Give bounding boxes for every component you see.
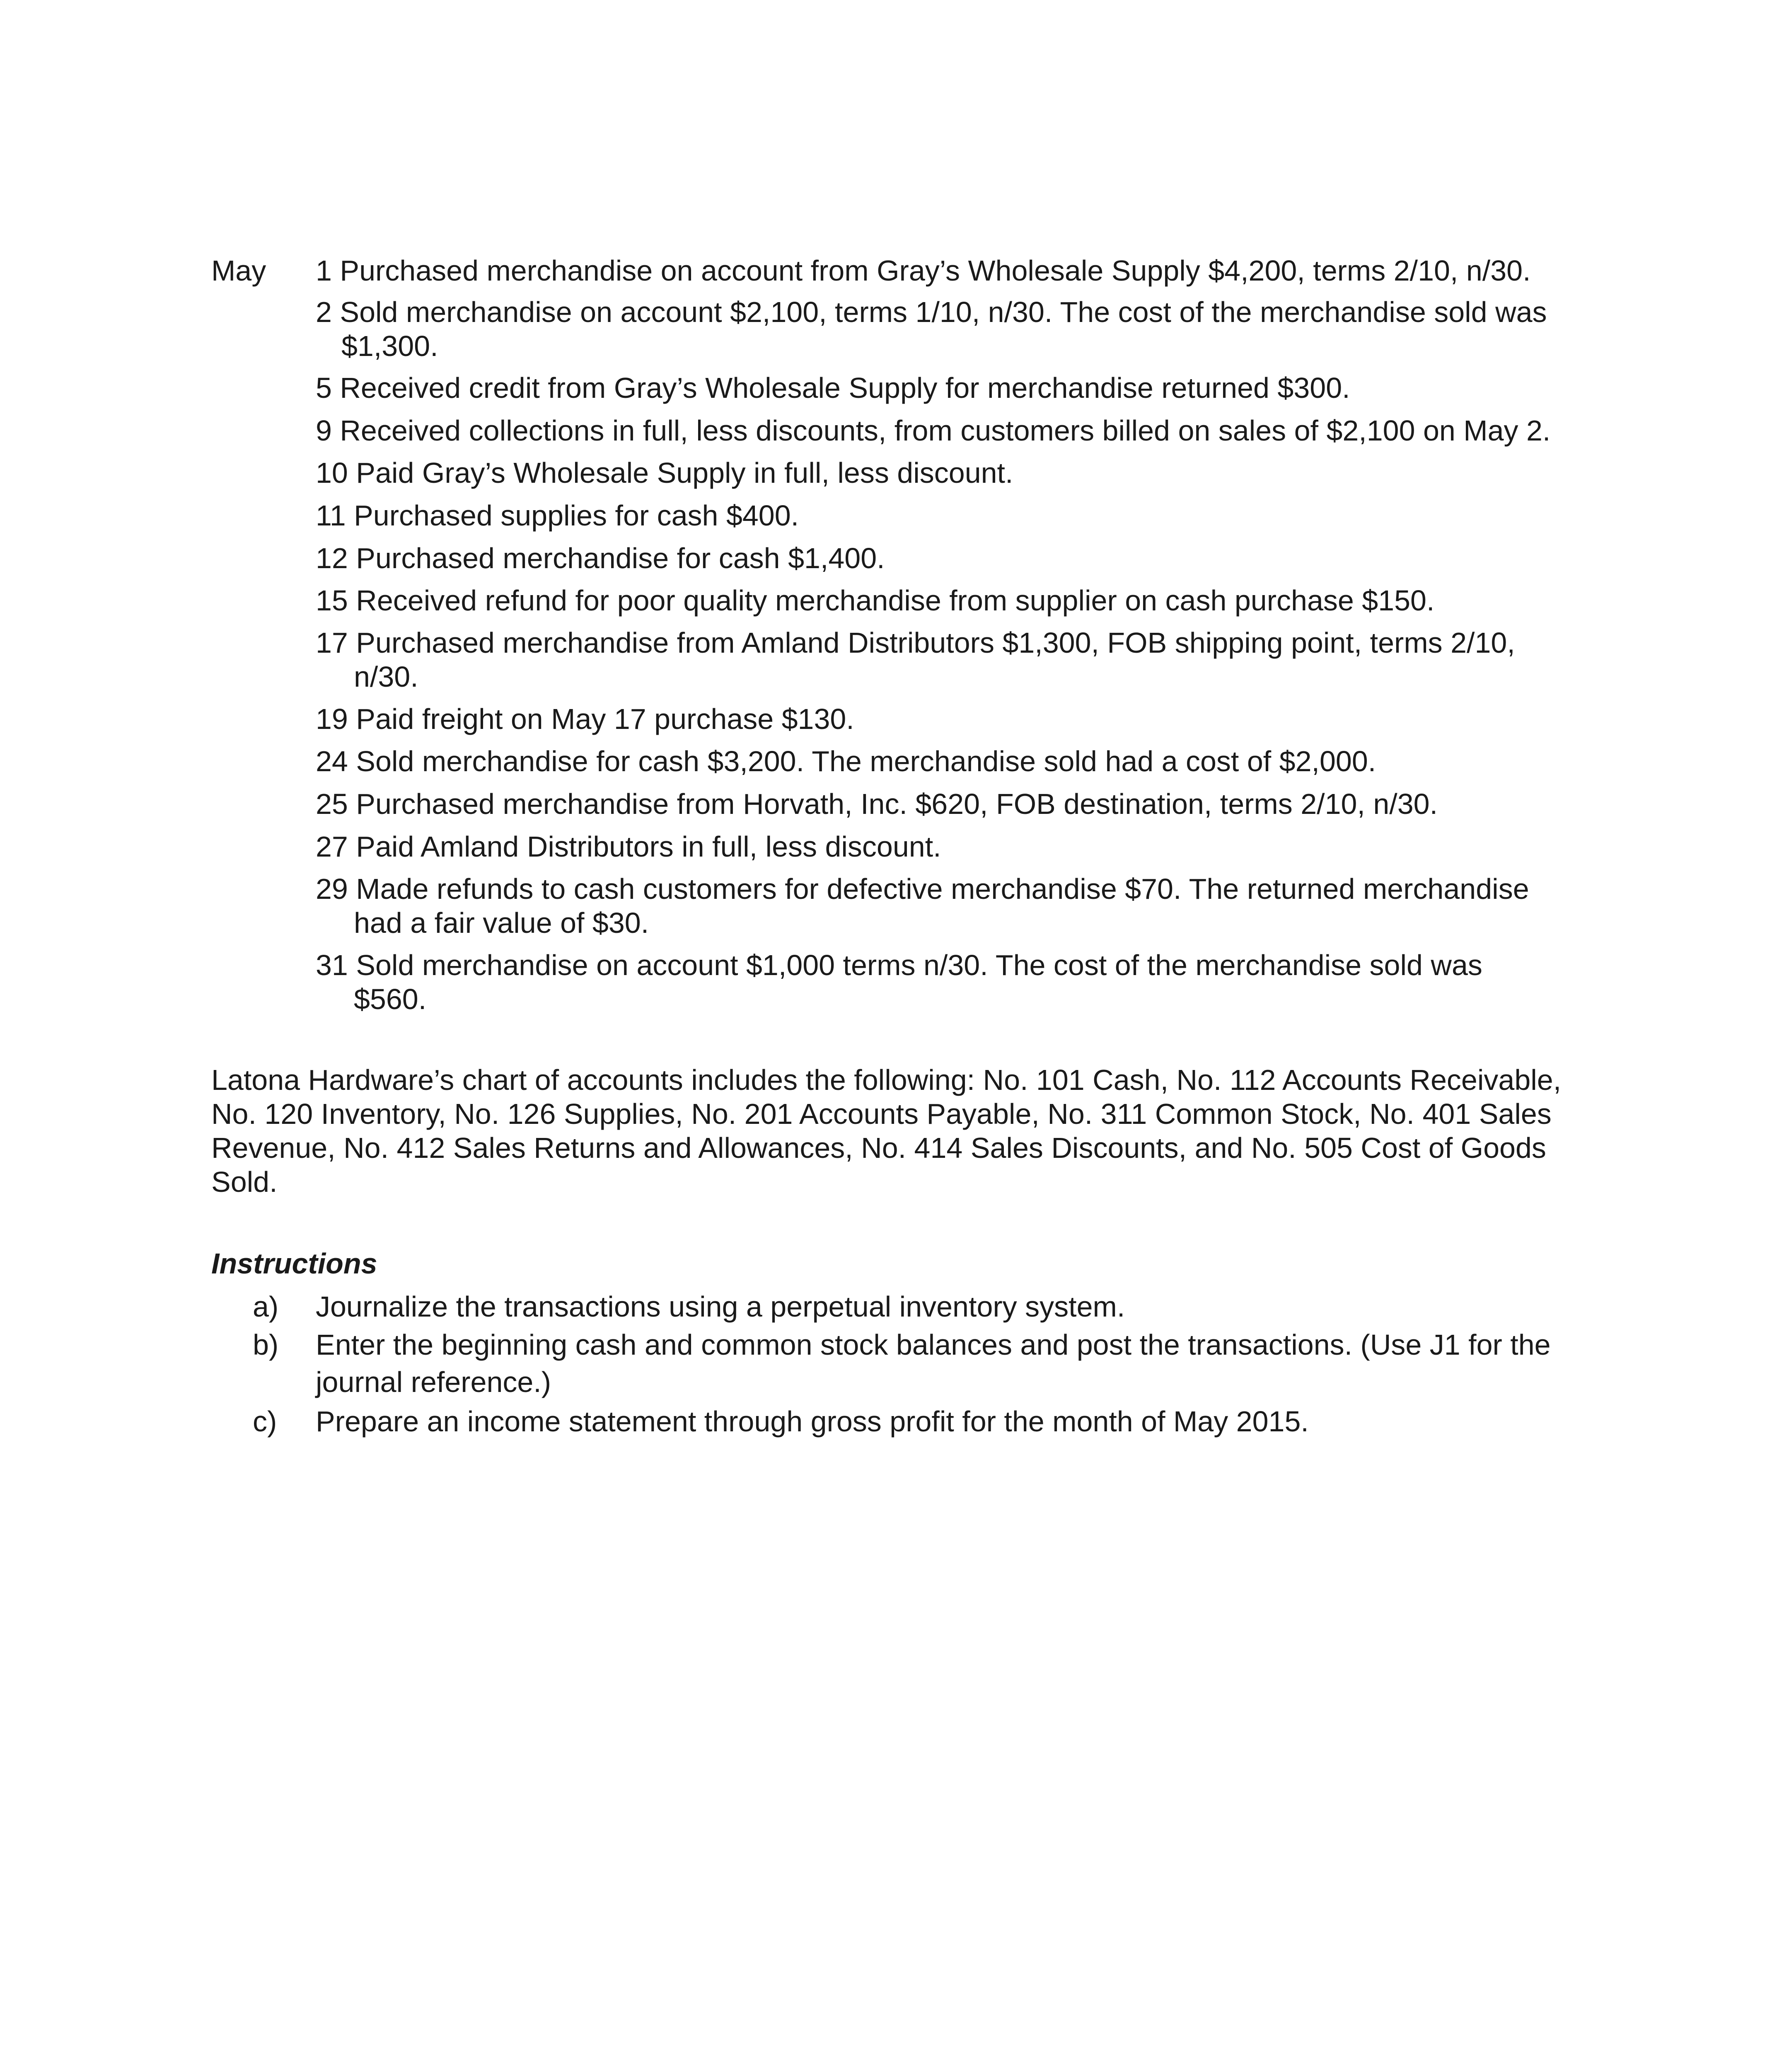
transaction-may-19 — [316, 702, 1600, 736]
transaction-may-31 — [316, 948, 1600, 1016]
transaction-text-continued: n/30. — [354, 661, 418, 693]
transaction-text: 1 Purchased merchandise on account from Gray’s Wholesale Supply $4,200, terms 2/10, n/30. — [316, 254, 1531, 287]
transaction-may-12 — [316, 541, 1600, 575]
transaction-text-continued: $1,300. — [341, 330, 438, 362]
transaction-may-17 — [316, 626, 1600, 694]
transaction-text: 19 Paid freight on May 17 purchase $130. — [316, 703, 854, 735]
instruction-letter: b) — [253, 1329, 279, 1361]
instruction-letter: a) — [253, 1290, 279, 1323]
transaction-may-5 — [316, 371, 1600, 405]
chart-of-accounts-paragraph: Latona Hardware’s chart of accounts includes the following: No. 101 Cash, No. 112 Accounts Receivable, No. 120 Inventory, No. 126 Supplies, No. 201 Accounts Payable, No. 311 Common Stock, No. 401 Sales Revenue, No. 412 Sales Returns and Allowances, No. 414 Sales Discounts, and No. 505 Cost of Goods Sold. — [211, 1064, 1562, 1198]
transaction-text: 27 Paid Amland Distributors in full, less discount. — [316, 830, 941, 863]
transaction-text: 10 Paid Gray’s Wholesale Supply in full, less discount. — [316, 457, 1013, 489]
instruction-text: Journalize the transactions using a perpetual inventory system. — [316, 1290, 1125, 1323]
transaction-text: 2 Sold merchandise on account $2,100, terms 1/10, n/30. The cost of the merchandise sold was — [316, 296, 1547, 328]
transaction-may-25 — [316, 787, 1600, 821]
transaction-text: 11 Purchased supplies for cash $400. — [316, 499, 799, 532]
instruction-letter: c) — [253, 1405, 277, 1438]
transaction-may-29 — [316, 872, 1600, 940]
transaction-text: 17 Purchased merchandise from Amland Distributors $1,300, FOB shipping point, terms 2/10, — [316, 627, 1515, 659]
transaction-text: 9 Received collections in full, less discounts, from customers billed on sales of $2,100 on May 2. — [316, 414, 1551, 447]
transaction-text: 29 Made refunds to cash customers for defective merchandise $70. The returned merchandise — [316, 873, 1529, 905]
instruction-text: Enter the beginning cash and common stock balances and post the transactions. (Use J1 for the journal reference.) — [316, 1329, 1551, 1398]
transaction-may-27 — [316, 830, 1600, 864]
transaction-may-2 — [316, 295, 1600, 363]
transaction-may-1 — [316, 254, 1600, 288]
transaction-may-24 — [316, 744, 1600, 778]
transaction-may-11 — [316, 499, 1600, 533]
transaction-may-9 — [316, 414, 1600, 448]
transaction-text: 12 Purchased merchandise for cash $1,400. — [316, 542, 885, 574]
transaction-text-continued: had a fair value of $30. — [354, 907, 649, 939]
transaction-text-continued: $560. — [354, 983, 427, 1015]
transaction-text: 15 Received refund for poor quality merchandise from supplier on cash purchase $150. — [316, 584, 1435, 617]
instruction-text: Prepare an income statement through gross profit for the month of May 2015. — [316, 1405, 1309, 1438]
transaction-text: 24 Sold merchandise for cash $3,200. The merchandise sold had a cost of $2,000. — [316, 745, 1376, 777]
transaction-text: 5 Received credit from Gray’s Wholesale Supply for merchandise returned $300. — [316, 372, 1350, 404]
transaction-may-15 — [316, 583, 1600, 617]
month-label: May — [211, 254, 266, 287]
transaction-text: 31 Sold merchandise on account $1,000 terms n/30. The cost of the merchandise sold was — [316, 949, 1482, 981]
transaction-text: 25 Purchased merchandise from Horvath, Inc. $620, FOB destination, terms 2/10, n/30. — [316, 788, 1438, 820]
instructions-heading: Instructions — [211, 1247, 377, 1280]
transaction-may-10 — [316, 456, 1600, 490]
